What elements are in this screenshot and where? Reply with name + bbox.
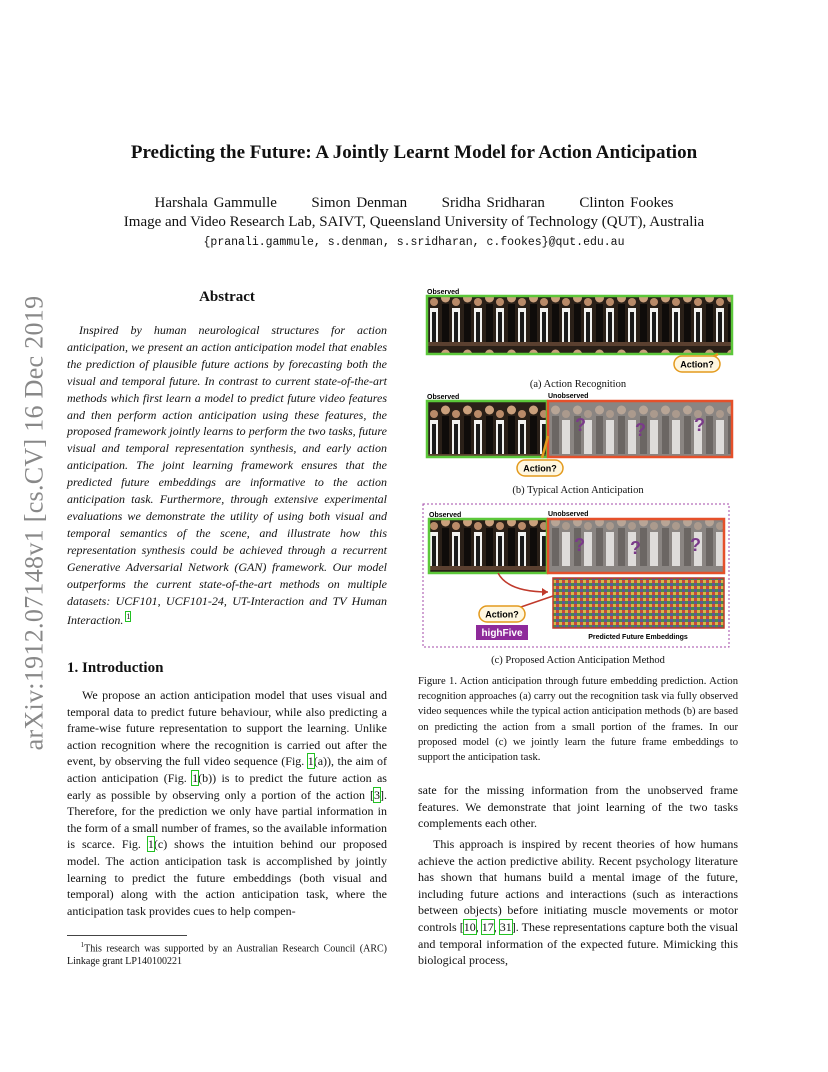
text-run: This approach is inspired by recent theories of how humans achieve the action predictive ability. Recent psychology literature has shown that humans build a mental image of the future, including future actions and interactions (such as interactions between objects) before initiating muscle movements or motor controls [ [418, 837, 738, 934]
text-run: , [475, 919, 482, 934]
arrow-to-embeddings [498, 573, 548, 592]
affiliation: Image and Video Research Lab, SAIVT, Queensland University of Technology (QUT), Australia [123, 214, 705, 230]
action-query-a: Action? [680, 359, 714, 370]
subcaption-b: (b) Typical Action Anticipation [512, 485, 644, 496]
arxiv-id-text: arXiv:1912.07148v1 [cs.CV] 16 Dec 2019 [19, 295, 48, 750]
predicted-action-label: highFive [481, 628, 523, 639]
text-run: ]. Therefore, for the prediction we only have partial information in the form of a small number of frames, so the available information is scarce. Fig. [67, 787, 387, 852]
figure-ref-link[interactable]: 1 [307, 754, 314, 769]
section-heading-introduction: 1. Introduction [67, 660, 164, 676]
author-list [60, 195, 768, 212]
footnote-link[interactable]: 1 [126, 612, 131, 622]
footnote-rule [67, 935, 187, 936]
predicted-embeddings [553, 578, 724, 628]
text-run: (a)), the aim of action anticipation (Fig. [67, 754, 387, 785]
unknown-mark: ? [630, 538, 641, 558]
text-run: (b)) is to predict the future action as early as possible by observing only a portion of the action [ [67, 770, 387, 802]
citation-link[interactable]: 3 [374, 787, 380, 802]
action-query-c: Action? [485, 609, 519, 620]
body-paragraph: sate for the missing information from the unobserved frame features. We demonstrate that joint learning of the two tasks complements each other. [418, 783, 738, 831]
author-name: Harshala Gammulle [154, 195, 277, 211]
text-run: (c) shows the intuition behind our proposed model. The action anticipation task is accomplished by jointly learning to predict the future embeddings (both visual and temporal) along with the action anticipation task, where the anticipation task provides cues to help compen- [67, 837, 387, 918]
unknown-mark: ? [694, 415, 705, 435]
abstract-heading: Abstract [199, 289, 255, 305]
body-paragraph [418, 836, 738, 969]
unknown-mark: ? [574, 535, 585, 555]
figure-ref-link[interactable]: 1 [192, 770, 199, 785]
label-unobserved-c: Unobserved [548, 511, 589, 518]
author-name: Sridha Sridharan [441, 195, 545, 211]
text-run: , [493, 919, 500, 934]
observed-frames-b [427, 401, 547, 457]
footnote-text: This research was supported by an Australian Research Council (ARC) Linkage grant LP140100221 [67, 943, 387, 968]
label-observed-c: Observed [429, 512, 462, 519]
citation-link[interactable]: 17 [481, 919, 494, 934]
text-run: ]. These representations capture both the visual and temporal information of the expected future. Mimicking this biological process, [418, 919, 739, 968]
figure-1-caption: Figure 1. Action anticipation through future embedding prediction. Action recognition approaches (a) carry out the recognition task via fully observed video sequences while the typical action anticipation methods (b) are based on predicting the action from a small portion of the frames. In our proposed model (c) we jointly learn the future frame embeddings to support the anticipation task. [418, 676, 738, 764]
text-run: We propose an action anticipation model that uses visual and temporal data to predict future behaviour, while also predicting a frame-wise future representation to support the learning. Unlike action recognition where the recognition is carried out after the event, by observing the full video sequence (Fig. [67, 688, 387, 769]
label-observed-b: Observed [427, 394, 460, 401]
author-name: Clinton Fookes [579, 195, 674, 211]
label-observed-a: Observed [427, 289, 460, 296]
arrow-c [518, 596, 553, 608]
subcaption-a: (a) Action Recognition [529, 379, 627, 390]
author-name: Simon Denman [311, 195, 408, 211]
observed-frames-a [427, 296, 732, 354]
paper-title: Predicting the Future: A Jointly Learnt Model for Action Anticipation [130, 142, 698, 163]
figure-1-illustration [418, 286, 738, 656]
footnote-mark: 1 [80, 941, 85, 949]
subcaption-c: (c) Proposed Action Anticipation Method [491, 655, 665, 666]
abstract-text [67, 322, 387, 629]
action-query-b: Action? [523, 463, 557, 474]
citation-link[interactable]: 31 [499, 919, 512, 934]
abstract-body: Inspired by human neurological structures for action anticipation, we present an action anticipation model that enables the prediction of plausible future actions by forecasting both the visual and temporal future. In contrast to current state-of-the-art methods which first learn a model to predict future video features and then perform action anticipation using these features, the proposed framework jointly learns to perform the two tasks, future visual and temporal representation synthesis, and early action anticipation. The joint learning framework ensures that the predicted future embeddings are informative to the action anticipation task. Furthermore, through extensive experimental evaluations we demonstrate the utility of using both visual and temporal semantics of the scene, and illustrate how this representation synthesis could be achieved through a recurrent Generative Adversarial Network (GAN) framework. Our model outperforms the current state-of-the-art methods on multiple datasets: UCF101, UCF101-24, UT-Interaction and TV Human Interaction. [67, 323, 387, 628]
predicted-embeddings-label: Predicted Future Embeddings [588, 634, 688, 641]
unknown-mark: ? [575, 415, 586, 435]
unknown-mark: ? [635, 420, 646, 440]
unknown-mark: ? [690, 535, 701, 555]
citation-link[interactable]: 10 [463, 919, 476, 934]
intro-paragraph [67, 687, 387, 919]
arrow-to-embeddings-head [542, 588, 548, 596]
figure-ref-link[interactable]: 1 [147, 837, 154, 852]
footnote [67, 939, 387, 968]
arxiv-identifier [12, 285, 56, 760]
author-emails: {pranali.gammule, s.denman, s.sridharan, c.fookes}@qut.edu.au [203, 236, 625, 249]
observed-frames-c [429, 519, 547, 573]
label-unobserved-b: Unobserved [548, 393, 589, 400]
